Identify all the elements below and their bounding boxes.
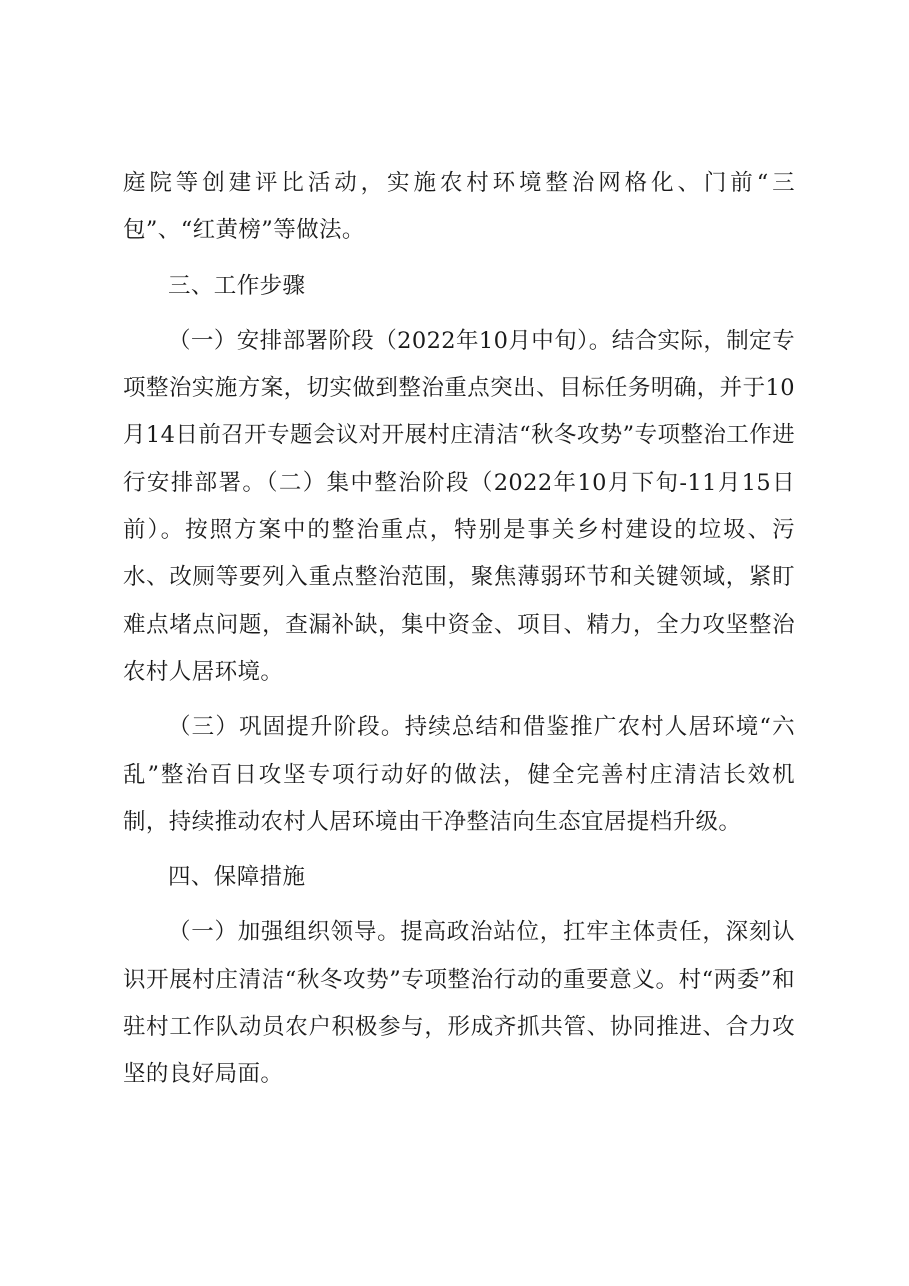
paragraph-safeguards-1: （一）加强组织领导。提高政治站位，扛牢主体责任，深刻认识开展村庄清洁“秋冬攻势”专项整治行动的重要意义。村“两委”和驻村工作队动员农户积极参与，形成齐抓共管、协同推进、合力攻坚的良好局面。 (123, 919, 795, 1088)
paragraph-work-steps-1-2: （一）安排部署阶段（2022年10月中旬）。结合实际，制定专项整治实施方案，切实做到整治重点突出、目标任务明确，并于10月14日前召开专题会议对开展村庄清洁“秋冬攻势”专项整治工作进行安排部署。（二）集中整治阶段（2022年10月下旬-11月15日前）。按照方案中的整治重点，特别是事关乡村建设的垃圾、污水、改厕等要列入重点整治范围，聚焦薄弱环节和关键领域，紧盯难点堵点问题，查漏补缺，集中资金、项目、精力，全力攻坚整治农村人居环境。 (123, 327, 795, 685)
paragraph-work-steps-3: （三）巩固提升阶段。持续总结和借鉴推广农村人居环境“六乱”整治百日攻坚专项行动好的做法，健全完善村庄清洁长效机制，持续推动农村人居环境由干净整洁向生态宜居提档升级。 (123, 714, 795, 835)
section-heading-safeguards: 四、保障措施 (168, 864, 306, 891)
section-heading-work-steps: 三、工作步骤 (168, 272, 306, 299)
document-body (123, 160, 795, 1099)
paragraph-continuation: 庭院等创建评比活动，实施农村环境整治网格化、门前“三包”、“红黄榜”等做法。 (123, 170, 795, 244)
